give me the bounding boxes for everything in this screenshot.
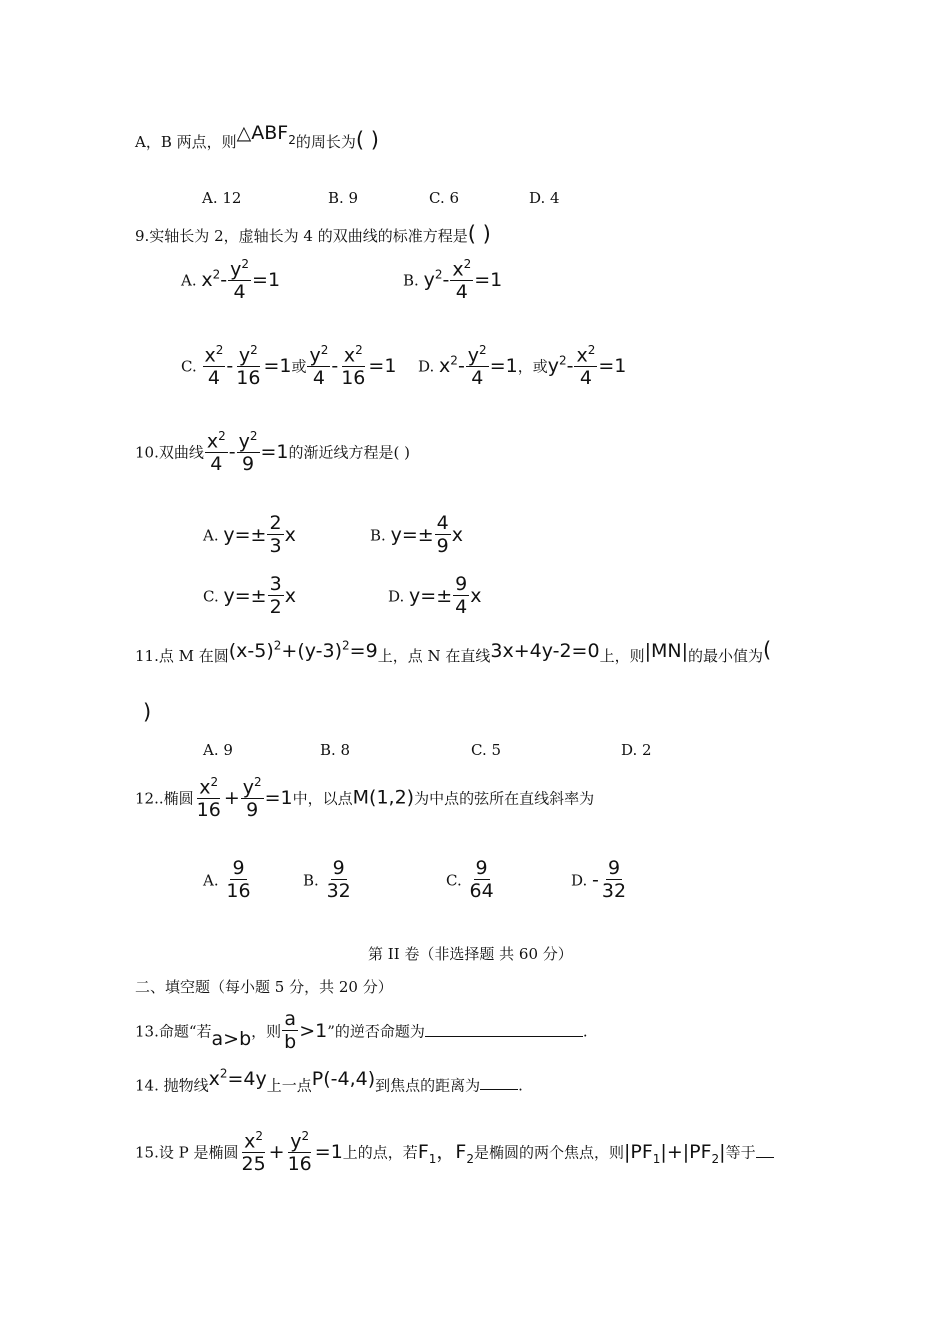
q15-mid: 上的点，若 [342,1143,418,1162]
q9-stem [135,222,491,246]
q8-option-d: D. 4 [529,189,560,207]
q12-option-b [303,859,354,901]
q15-ellipse-equation: $\frac{x^2}{25}$ + $\frac{y^2}{16}$ =1 [241,1129,343,1176]
q8-text-prefix: A，B 两点，则 [135,133,237,151]
q10-option-c [203,575,296,617]
q13-suffix: ”的逆否命题为 [327,1022,425,1041]
q12-value-d: - $\frac{9}{32}$ [592,857,627,902]
q11-option-b: B. 8 [320,741,351,759]
q10-option-b [370,514,463,556]
q12-option-d [571,859,629,901]
q10-prefix: 10.双曲线 [135,443,204,462]
q10-label-b: B. [370,526,386,545]
q10-hyperbola-equation: $\frac{x^2}{4}$ - $\frac{y^2}{9}$ =1 [206,429,289,476]
q9-option-d [418,344,626,388]
q9-equation-a: $x^2-$ $\frac{y^2}{4}$ =1 [201,257,281,304]
q10-equation-d: y=± $\frac{9}{4}$ x [409,573,482,618]
q9-or-c: 或 [291,357,307,376]
q12-value-a: $\frac{9}{16}$ [226,857,251,902]
q14-point: P(-4,4) [311,1068,376,1091]
q12-point: M(1,2) [352,786,415,809]
q13-stem [135,1010,588,1052]
q11-text-4: 的最小值为 [688,647,764,665]
q8-answer-paren: ( ) [355,128,379,152]
q8-option-c: C. 6 [429,189,460,207]
q10-equation-b: y=± $\frac{4}{9}$ x [390,512,464,557]
q9-equation-b: $y^2-$ $\frac{x^2}{4}$ =1 [423,257,503,304]
q12-option-c [446,859,497,901]
q11-paren-close: ) [143,700,152,724]
q9-answer-paren: ( ) [467,222,491,246]
q9-label-c: C. [181,357,197,376]
q13-mid: ，则 [251,1022,282,1041]
q15-mid2: 是椭圆的两个焦点，则 [473,1143,624,1162]
q10-label-a: A. [203,526,219,545]
q8-option-b: B. 9 [328,189,359,207]
q14-mid: 上一点 [266,1076,312,1095]
q11-text-3: 上，则 [599,647,645,665]
q8-option-a: A. 12 [202,189,242,207]
q12-label-d: D. [571,871,588,890]
q10-stem [135,430,410,474]
q8-text-suffix: 的周长为 [295,133,356,151]
q12-label-c: C. [446,871,462,890]
section2-heading: 二、填空题（每小题 5 分，共 20 分） [135,978,393,996]
q10-option-d [388,575,481,617]
q8-triangle-expr: $\triangle ABF_2$ [236,122,296,147]
q11-circle-equation: $(x-5)^2+(y-3)^2=9$ [228,638,378,662]
q13-condition: a>b [211,1027,252,1050]
q9-stem-text: 9.实轴长为 2，虚轴长为 4 的双曲线的标准方程是 [135,227,468,245]
q10-label-c: C. [203,587,219,606]
q12-mid: 中，以点 [292,789,353,808]
q11-distance-expr: |MN| [644,640,689,662]
q9-or-d: ，或 [517,357,548,376]
q12-label-b: B. [303,871,319,890]
q15-foci: $F_1$，$F_2$ [417,1140,474,1166]
q15-prefix: 15.设 P 是椭圆 [135,1143,239,1162]
q10-option-a [203,514,296,556]
q15-answer-blank[interactable] [756,1143,774,1158]
q12-value-c: $\frac{9}{64}$ [469,857,494,902]
q11-paren-open: ( [763,638,772,662]
q10-equation-c: y=± $\frac{3}{2}$ x [223,573,296,618]
q10-label-d: D. [388,587,405,606]
q14-prefix: 14. 抛物线 [135,1076,209,1095]
q9-equation-c2: $\frac{y^2}{4}$ - $\frac{x^2}{16}$ =1 [309,343,397,390]
q9-label-a: A. [181,271,197,290]
q13-end: . [582,1022,588,1041]
q10-suffix: 的渐近线方程是( ) [288,443,410,462]
q9-label-b: B. [403,271,419,290]
q8-tail-line [135,122,379,155]
q9-option-c [181,344,396,388]
q11-option-a: A. 9 [203,741,233,759]
q15-suffix: 等于 [725,1143,756,1162]
q12-label-a: A. [203,871,219,890]
q12-ellipse-equation: $\frac{x^2}{16}$ + $\frac{y^2}{9}$ =1 [196,775,293,822]
q14-suffix: 到焦点的距离为 [375,1076,481,1095]
q11-option-d: D. 2 [621,741,652,759]
q14-stem [135,1067,523,1095]
q9-equation-d: $x^2-$ $\frac{y^2}{4}$ =1 [439,343,518,390]
q15-distance-sum: $|PF_1|+|PF_2|$ [623,1140,726,1166]
q9-equation-c: $\frac{x^2}{4}$ - $\frac{y^2}{16}$ =1 [204,343,292,390]
q15-stem [135,1130,774,1174]
q9-equation-d2: $y^2-$ $\frac{x^2}{4}$ =1 [547,343,627,390]
q9-label-d: D. [418,357,435,376]
q14-end: . [518,1076,523,1095]
q11-line-equation: 3x+4y-2=0 [490,640,600,662]
q14-answer-blank[interactable] [480,1075,518,1090]
q11-text-1: 11.点 M 在圆 [135,647,229,665]
q13-answer-blank[interactable] [425,1022,583,1037]
q13-prefix: 13.命题“若 [135,1022,212,1041]
q11-option-c: C. 5 [471,741,502,759]
q9-option-b [403,258,502,302]
q9-option-a [181,258,280,302]
q12-option-a [203,859,254,901]
q13-conclusion: $\frac{a}{b}$ >1 [284,1008,328,1053]
q14-parabola-equation: $x^2=4y$ [208,1067,267,1091]
q12-stem [135,776,594,820]
q11-stem [135,638,772,666]
q10-equation-a: y=± $\frac{2}{3}$ x [223,512,296,557]
q12-suffix: 为中点的弦所在直线斜率为 [414,789,595,808]
q12-value-b: $\frac{9}{32}$ [326,857,351,902]
q12-prefix: 12..椭圆 [135,789,194,808]
q11-text-2: 上，点 N 在直线 [377,647,491,665]
section2-title: 第 II 卷（非选择题 共 60 分） [368,945,573,963]
